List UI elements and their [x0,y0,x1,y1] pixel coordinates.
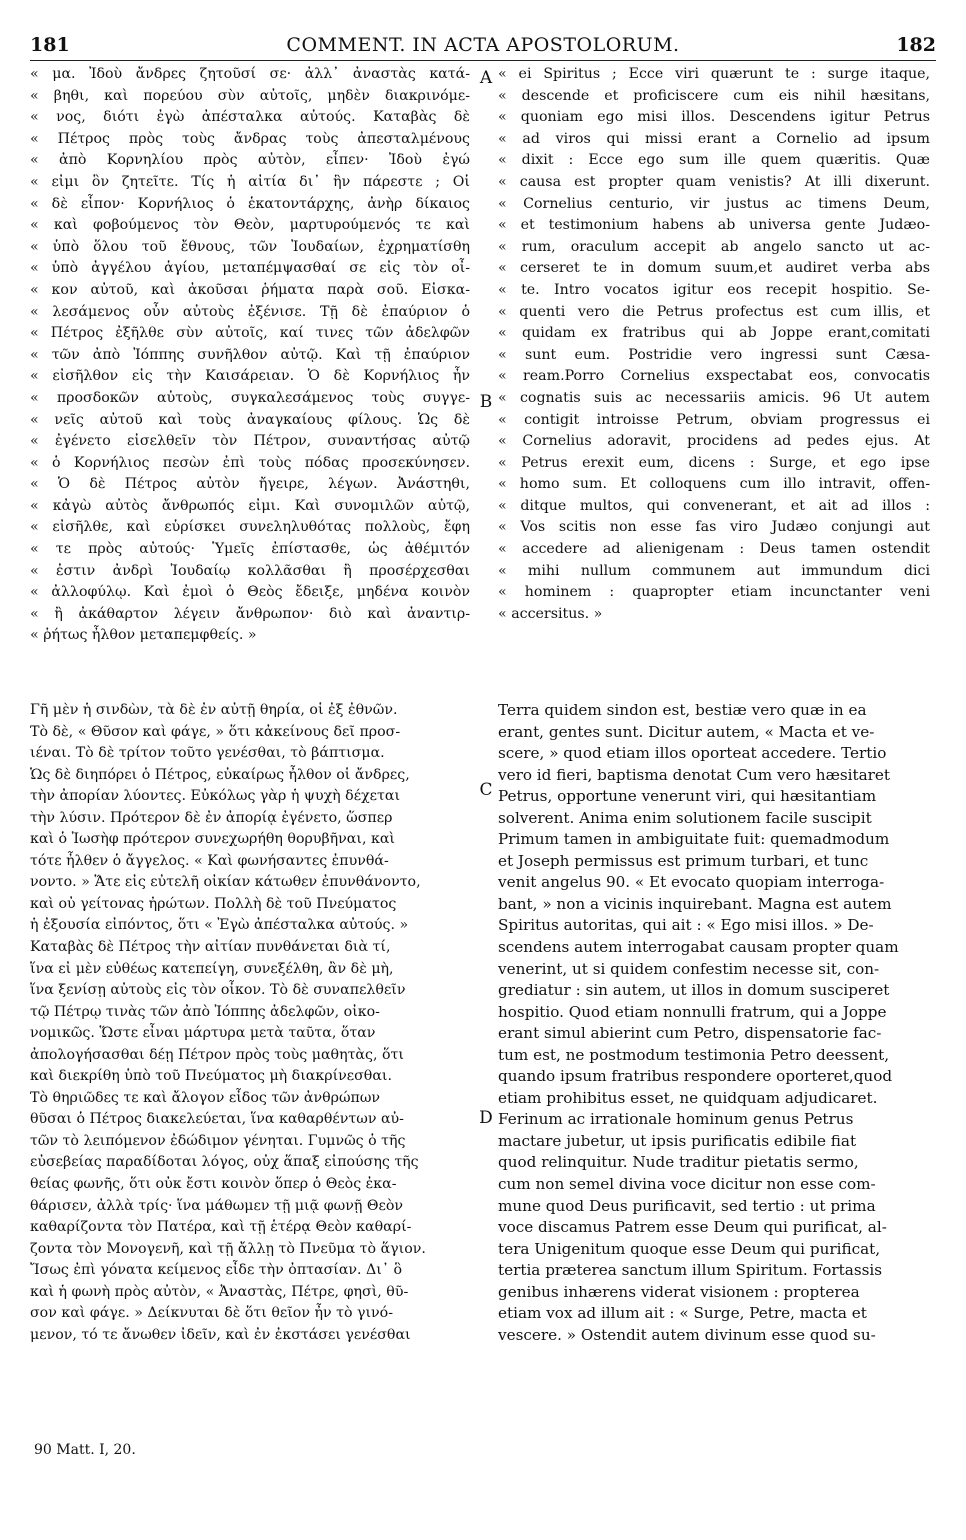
text-line: quod relinquitur. Nude traditur pietatis sermo, [498,1153,859,1172]
text-line: et Joseph permissus est primum turbari, et tunc [498,851,869,870]
text-line: « ἀλλοφύλῳ. Καὶ ἐμοὶ ὁ Θεὸς ἔδειξε, μηδένα κοινὸν [30,584,470,601]
text-line: « ad viros qui missi erant a Cornelio ad ipsum [498,130,930,147]
text-line: Primum tamen in ambiguitate fuit: quemadmodum [498,830,890,849]
text-line: καὶ οὐ γείτονας ἠρώτων. Πολλὴ δὲ τοῦ Πνεύματος [30,895,397,912]
text-line: venerint, ut si quidem confestim necesse sit, con- [498,959,880,978]
text-line: « Πέτρος ἐξῆλθε σὺν αὐτοῖς, καί τινες τῶν ἀδελφῶν [30,325,470,342]
text-line: Spiritus autoritas, qui ait : « Ego misi illos. » De- [498,916,874,935]
text-line: « sunt eum. Postridie vero ingressi sunt Cæsa- [498,346,930,363]
text-line: « εἰσῆλθον εἰς τὴν Καισάρειαν. Ὁ δὲ Κορνήλιος ἦν [30,368,470,385]
text-line: voce discamus Patrem esse Deum qui purificat, al- [498,1218,887,1237]
text-line: mune quod Deus purificavit, sed tertio : ut prima [498,1196,876,1215]
text-line: « ῥήτως ἦλθον μεταπεμφθείς. » [30,627,257,644]
text-line: Γῆ μὲν ἡ σινδὼν, τὰ δὲ ἐν αὐτῇ θηρία, οἱ ἐξ ἐθνῶν. [30,702,398,718]
text-line: « τε πρὸς αὐτούς· Ὑμεῖς ἐπίστασθε, ὡς ἀθέμιτόν [30,541,470,558]
text-line: vescere. » Ostendit autem divinum esse quod su- [498,1325,876,1344]
text-line: etiam vox ad illum ait : « Surge, Petre, macta et [498,1304,867,1323]
margin-letter-c: C [479,780,493,800]
text-line: « νεῖς αὐτοῦ καὶ τοὺς ἀναγκαίους φίλους. Ὡς δὲ [30,411,470,428]
text-line: τὴν λύσιν. Πρότερον δὲ ἐν ἀπορίᾳ ἐγένετο, ὥσπερ [30,809,393,826]
text-line: « ἐστιν ἀνδρὶ Ἰουδαίῳ κολλᾶσθαι ἢ προσέρχεσθαι [30,562,470,579]
text-line: « contigit introisse Petrum, obviam progressus ei [498,411,930,428]
text-line: « dixit : Ecce ego sum ille quem quæritis. Quæ [498,152,930,169]
text-line: hospitio. Quod etiam nonnulli fratrum, qui a Joppe [498,1002,887,1021]
text-line: bant, » non a vicinis inquirebant. Magna est autem [498,894,892,913]
text-line: « ἐγένετο εἰσελθεῖν τὸν Πέτρον, συναντήσας αὐτῷ [30,433,470,450]
text-line: τὴν ἀπορίαν λύοντες. Εὐκόλως γὰρ ἡ ψυχὴ δέχεται [30,788,401,805]
text-line: « Ὁ δὲ Πέτρος αὐτὸν ἤγειρε, λέγων. Ἀνάστηθι, [30,476,470,493]
text-line: etiam prohibitus esset, ne quidquam adjudicaret. [498,1088,878,1107]
text-line: tum est, ne postmodum testimonia Petro deessent, [498,1045,890,1064]
text-line: νομικῶς. Ὥστε εἶναι μάρτυρα μετὰ ταῦτα, ὅταν [30,1025,376,1042]
text-line: tera Unigenitum quoque esse Deum qui purificat, [498,1239,881,1258]
text-line: « Vos scitis non esse fas viro Judæo conjungi aut [498,519,930,536]
text-line: Τὸ δὲ, « Θῦσον καὶ φάγε, » ὅτι κἀκείνους δεῖ προσ- [30,723,401,740]
text-line: « accersitus. » [498,605,603,622]
text-line: cum non semel divina voce dicitur non esse com- [498,1175,876,1194]
text-line: σον καὶ φάγε. » Δείκνυται δὲ ὅτι θεῖον ἦν τὸ γινό- [30,1305,394,1322]
text-line: ἀπολογήσασθαι δέῃ Πέτρον πρὸς τοὺς μαθητὰς, ὅτι [30,1046,404,1063]
text-line: « accedere ad alienigenam : Deus tamen ostendit [498,541,930,558]
text-line: « ἀπὸ Κορνηλίου πρὸς αὐτὸν, εἶπεν· Ἰδοὺ ἐγώ [30,152,470,169]
text-line: « κον αὐτοῦ, καὶ ἀκοῦσαι ῥήματα παρὰ σοῦ. Εἰσκα- [30,281,470,298]
text-line: καὶ ἡ φωνὴ πρὸς αὐτὸν, « Ἀναστὰς, Πέτρε, φησὶ, θῦ- [30,1283,409,1300]
text-line: scere, » quod etiam illos oporteat accedere. Tertio [498,744,887,763]
text-line: « κἀγὼ αὐτὸς ἄνθρωπός εἰμι. Καὶ συνομιλῶν αὐτῷ, [30,497,470,514]
text-line: τῶν τὸ λειπόμενον ἐδώδιμον γένηται. Γυμνῶς ὁ τῆς [30,1132,406,1149]
text-line: « descende et proficiscere cum eis nihil hæsitans, [498,87,930,104]
text-line: ἵνα ξενίσῃ αὐτοὺς εἰς τὸν οἶκον. Τὸ δὲ συναπελθεῖν [30,982,406,999]
text-line: « εἰμι ὃν ζητεῖτε. Τίς ἡ αἰτία δι᾽ ἣν πάρεστε ; Οἱ [30,173,470,190]
text-line: Petrus, opportune venerunt viri, qui hæsitantiam [498,787,877,806]
text-line: θάρισεν, ἀλλὰ τρίς· ἵνα μάθωμεν τῇ μιᾷ φωνῇ Θεὸν [30,1197,403,1214]
text-line: erant simul abierint cum Petro, dispensatorie fac- [498,1024,882,1043]
text-line: « quoniam ego misi illos. Descendens igitur Petrus [498,109,930,126]
text-line: « rum, oraculum accepit ab angelo sancto ut ac- [498,238,930,255]
text-line: « et testimonium habens ab universa gente Judæo- [498,217,930,234]
header-rule [30,60,936,61]
text-line: quando ipsum fratribus respondere oporteret,quod [498,1067,893,1086]
text-line: « βηθι, καὶ πορεύου σὺν αὐτοῖς, μηδὲν διακρινόμε- [30,87,470,104]
greek-column-bottom [30,700,470,1346]
text-line: « Petrus erexit eum, dicens : Surge, et ego ipse [498,454,930,471]
text-line: « τῶν ἀπὸ Ἰόππης συνῆλθον αὐτῷ. Καὶ τῇ ἐπαύριον [30,346,470,363]
text-line: ιέναι. Τὸ δὲ τρίτον τοῦτο γενέσθαι, τὸ βάπτισμα. [30,745,385,762]
text-line: « ὑπὸ ἀγγέλου ἁγίου, μεταπέμψασθαί σε εἰς τὸν οἶ- [30,260,470,277]
latin-column-bottom [498,700,930,1346]
text-line: « te. Intro vocatos igitur eos recepit hospitio. Se- [498,281,930,298]
text-line: « quidam ex fratribus qui ab Joppe erant,comitati [498,325,930,342]
text-line: καθαρίζοντα τὸν Πατέρα, καὶ τῇ ἑτέρᾳ Θεὸν καθαρί- [30,1219,412,1236]
text-line: θῦσαι ὁ Πέτρος διακελεύεται, ἵνα καθαρθέντων αὐ- [30,1111,404,1128]
text-line: νοντο. » Ἅτε εἰς εὐτελῆ οἰκίαν κάτωθεν ἐπυνθάνοντο, [30,874,421,891]
text-line: « causa est propter quam venistis? At illi dixerunt. [498,173,930,190]
text-line: « δὲ εἶπον· Κορνήλιος ὁ ἑκατοντάρχης, ἀνὴρ δίκαιος [30,195,470,212]
text-line: « καὶ φοβούμενος τὸν Θεὸν, μαρτυρούμενός τε καὶ [30,217,470,234]
text-line: Ferinum ac irrationale hominum genus Petrus [498,1110,854,1129]
running-title: COMMENT. IN ACTA APOSTOLORUM. [286,34,680,56]
text-line: τότε ἦλθεν ὁ ἄγγελος. « Καὶ φωνήσαντες ἐπυνθά- [30,852,389,869]
text-line: « cerseret te in domum suum,et audiret verba abs [498,260,930,277]
text-line: « προσδοκῶν αὐτοὺς, συγκαλεσάμενος τοὺς συγγε- [30,389,470,406]
text-line: Terra quidem sindon est, bestiæ vero quæ in ea [498,701,867,719]
text-line: « Cornelius adoravit, procidens ad pedes ejus. At [498,433,930,450]
text-line: « ei Spiritus ; Ecce viri quærunt te : surge itaque, [498,66,930,82]
text-line: « mihi nullum communem aut immundum dici [498,562,930,579]
text-line: ἵνα εἰ μὲν εὐθέως κατεπείγη, συνεξέλθη, ἂν δὲ μὴ, [30,960,394,977]
greek-column-top [30,64,470,647]
text-line: Ὡς δὲ διηπόρει ὁ Πέτρος, εὐκαίρως ἦλθον οἱ ἄνδρες, [30,766,410,783]
text-line: « homo sum. Et colloquens cum illo intravit, offen- [498,476,930,493]
text-line: « ἢ ἀκάθαρτον λέγειν ἄνθρωπον· διὸ καὶ ἀναντιρ- [30,605,470,622]
text-line: venit angelus 90. « Et evocato quopiam interroga- [498,873,885,892]
text-line: θείας φωνῆς, ὅτι οὐκ ἔστι κοινὸν ὅπερ ὁ Θεὸς ἐκα- [30,1176,397,1193]
text-line: « quenti vero die Petrus profectus est cum illis, et [498,303,930,320]
margin-letter-a: A [479,68,493,88]
text-line: εὐσεβείας παραδίδοται λόγος, οὐχ ἅπαξ εἰπούσης τῆς [30,1154,419,1171]
text-line: « μα. Ἰδοὺ ἄνδρες ζητοῦσί σε· ἀλλ᾽ ἀναστὰς κατά- [30,66,470,82]
footnote: 90 Matt. I, 20. [34,1442,136,1458]
text-line: « Cornelius centurio, vir justus ac timens Deum, [498,195,930,212]
text-line: Τὸ θηριῶδες τε καὶ ἄλογον εἶδος τῶν ἀνθρώπων [30,1089,381,1106]
text-line: « ream.Porro Cornelius exspectabat eos, convocatis [498,368,930,385]
text-line: τῷ Πέτρῳ τινὰς τῶν ἀπὸ Ἰόππης ἀδελφῶν, οἰκο- [30,1003,380,1020]
text-line: καὶ διεκρίθη ὑπὸ τοῦ Πνεύματος μὴ διακρίνεσθαι. [30,1068,392,1085]
text-line: « Πέτρος πρὸς τοὺς ἄνδρας τοὺς ἀπεσταλμένους [30,130,470,147]
page-number-left: 181 [30,34,70,56]
text-line: « λεσάμενος οὖν αὐτοὺς ἐξένισε. Τῇ δὲ ἐπαύριον ὁ [30,303,470,320]
margin-letter-b: B [479,392,493,412]
text-line: ζοντα τὸν Μονογενῆ, καὶ τῇ ἄλλῃ τὸ Πνεῦμα τὸ ἅγιον. [30,1240,426,1257]
latin-column-top [498,64,930,625]
text-line: scendens autem interrogabat causam propter quam [498,938,899,957]
text-line: « νος, διότι ἐγὼ ἀπέσταλκα αὐτούς. Καταβὰς δὲ [30,109,470,126]
text-line: Καταβὰς δὲ Πέτρος τὴν αἰτίαν πυνθάνεται διὰ τί, [30,939,391,956]
text-line: solverent. Anima enim solutionem facile suscipit [498,808,872,827]
text-line: « hominem : quapropter etiam incunctanter veni [498,584,930,601]
text-line: μενον, τό τε ἄνωθεν ἰδεῖν, καὶ ἐν ἐκστάσει γενέσθαι [30,1326,411,1343]
text-line: ἡ ἐξουσία εἰπόντος, ὅτι « Ἐγὼ ἀπέσταλκα αὐτούς. » [30,917,409,934]
text-line: καὶ ὁ Ἰωσὴφ πρότερον συνεχωρήθη θορυβῆναι, καὶ [30,831,395,848]
text-line: Ἴσως ἐπὶ γόνατα κείμενος εἶδε τὴν ὀπτασίαν. Δι᾽ ὃ [30,1262,403,1279]
text-line: « εἰσῆλθε, καὶ εὑρίσκει συνεληλυθότας πολλοὺς, ἔφη [30,519,470,536]
text-line: « ὁ Κορνήλιος πεσὼν ἐπὶ τοὺς πόδας προσεκύνησεν. [30,454,470,471]
text-line: « ditque multos, qui convenerant, et ait ad illos : [498,497,930,514]
text-line: « ὑπὸ ὅλου τοῦ ἔθνους, τῶν Ἰουδαίων, ἐχρηματίσθη [30,238,470,255]
page-number-right: 182 [896,34,936,56]
margin-letter-d: D [479,1108,493,1128]
text-line: vero id fieri, baptisma denotat Cum vero hæsitaret [498,765,891,784]
text-line: genibus inhærens viderat visionem : propterea [498,1282,860,1301]
text-line: tertia præterea sanctum illum Spiritum. Fortassis [498,1261,883,1280]
text-line: grediatur : sin autem, ut illos in domum susciperet [498,981,890,1000]
text-line: erant, gentes sunt. Dicitur autem, « Macta et ve- [498,722,875,741]
text-line: mactare jubetur, ut ipsis purificatis edibile fiat [498,1131,857,1150]
text-line: « cognatis suis ac necessariis amicis. 96 Ut autem [498,389,930,406]
